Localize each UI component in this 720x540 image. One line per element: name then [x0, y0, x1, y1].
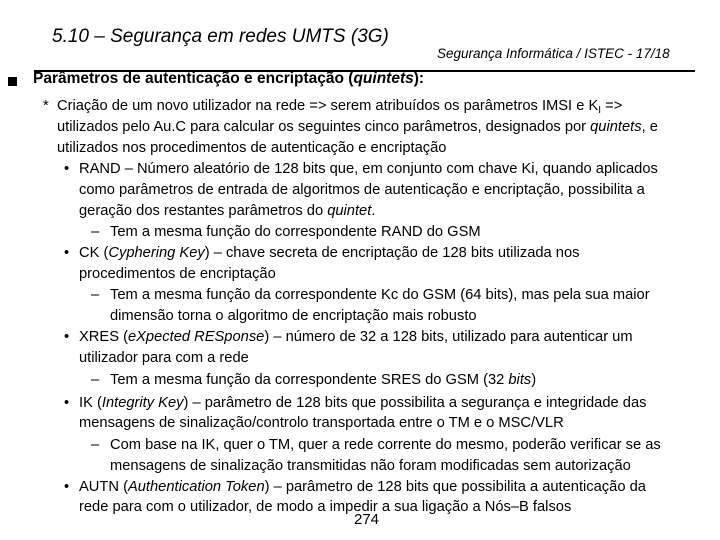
autn-line-1b: ) – parâmetro de 128 bits que possibilita a autenticação da	[264, 479, 646, 495]
ik-detail-1: Com base na IK, quer o TM, quer a rede corrente do mesmo, poderão verificar se as	[110, 437, 661, 453]
xres-detail	[110, 373, 536, 388]
ik-detail-2: mensagens de sinalização transmitidas não foram modificadas sem autorização	[110, 458, 631, 474]
bullet-icon: •	[64, 329, 70, 345]
xres-detail-emph: bits	[508, 372, 532, 388]
bullet-icon: •	[64, 395, 70, 411]
ik-line-1-emph: Integrity Key	[101, 395, 184, 411]
ck-line-1	[79, 246, 579, 261]
xres-line-1a: XRES (	[79, 329, 128, 345]
dash-icon: –	[91, 372, 100, 388]
main-point-emph: quintets	[353, 70, 414, 87]
rand-line-2: como parâmetros de entrada de algoritmos de autenticação e encriptação, possibilita a	[79, 182, 645, 198]
ik-line-2: mensagens de sinalização/controlo transportada entre o TM e o MSC/VLR	[79, 415, 564, 431]
intro-line-2	[57, 120, 658, 135]
slide-subtitle: Segurança Informática / ISTEC - 17/18	[437, 46, 670, 61]
ck-line-2: procedimentos de encriptação	[79, 266, 276, 282]
ck-line-1b: ) – chave secreta de encriptação de 128 bits utilizada nos	[204, 245, 580, 261]
intro-subscript: I	[598, 105, 602, 116]
ik-line-1b: ) – parâmetro de 128 bits que possibilita a segurança e integridade das	[183, 395, 647, 411]
intro-line-1a: Criação de um novo utilizador na rede => serem atribuídos os parâmetros IMSI e K	[57, 98, 599, 114]
rand-line-3-emph: quintet	[327, 203, 372, 219]
page-number: 274	[354, 511, 380, 528]
bullet-icon: •	[64, 161, 70, 177]
xres-detail-b: )	[531, 372, 537, 388]
bullet-icon: •	[64, 245, 70, 261]
intro-line-3: utilizados nos procedimentos de autenticação e encriptação	[57, 140, 447, 156]
dash-icon: –	[91, 437, 100, 453]
autn-line-1	[79, 480, 646, 495]
xres-line-1	[79, 330, 633, 345]
bullet-icon: •	[64, 479, 70, 495]
rand-line-3a: geração dos restantes parâmetros do	[79, 203, 328, 219]
main-point	[33, 70, 424, 88]
intro-line-1b: =>	[601, 98, 623, 114]
square-bullet-icon	[8, 77, 17, 86]
ck-line-1a: CK (	[79, 245, 109, 261]
autn-line-1a: AUTN (	[79, 479, 128, 495]
xres-detail-a: Tem a mesma função da correspondente SRES do GSM (32	[110, 372, 509, 388]
main-point-prefix: Parâmetros de autenticação e encriptação (	[33, 70, 354, 87]
rand-line-3b: .	[371, 203, 376, 219]
rand-line-3	[79, 204, 375, 219]
ck-detail-1: Tem a mesma função da correspondente Kc do GSM (64 bits), mas pela sua maior	[110, 287, 650, 303]
slide-title: 5.10 – Segurança em redes UMTS (3G)	[52, 26, 389, 47]
intro-marker: *	[43, 98, 49, 114]
ck-line-1-emph: Cyphering Key	[108, 245, 205, 261]
rand-detail: Tem a mesma função do correspondente RAND do GSM	[110, 224, 481, 240]
rand-line-1: RAND – Número aleatório de 128 bits que, em conjunto com chave Ki, quando aplicados	[79, 161, 658, 177]
ik-line-1a: IK (	[79, 395, 102, 411]
main-point-suffix: ):	[413, 70, 425, 87]
ik-line-1	[79, 396, 646, 411]
intro-line-2b: , e	[641, 119, 658, 135]
intro-line-2a: utilizados pelo Au.C para calcular os seguintes cinco parâmetros, designados por	[57, 119, 591, 135]
xres-line-1b: ) – número de 32 a 128 bits, utilizado para autenticar um	[264, 329, 633, 345]
dash-icon: –	[91, 224, 100, 240]
intro-line-2-emph: quintets	[590, 119, 642, 135]
autn-line-2: rede para com o utilizador, de modo a impedir a sua ligação a Nós–B falsos	[79, 499, 572, 515]
autn-line-1-emph: Authentication Token	[127, 479, 265, 495]
dash-icon: –	[91, 287, 100, 303]
xres-line-2: utilizador para com a rede	[79, 350, 249, 366]
ck-detail-2: dimensão torna o algoritmo de encriptação mais robusto	[110, 308, 477, 324]
xres-line-1-emph: eXpected RESponse	[127, 329, 265, 345]
intro-line-1	[57, 99, 622, 116]
